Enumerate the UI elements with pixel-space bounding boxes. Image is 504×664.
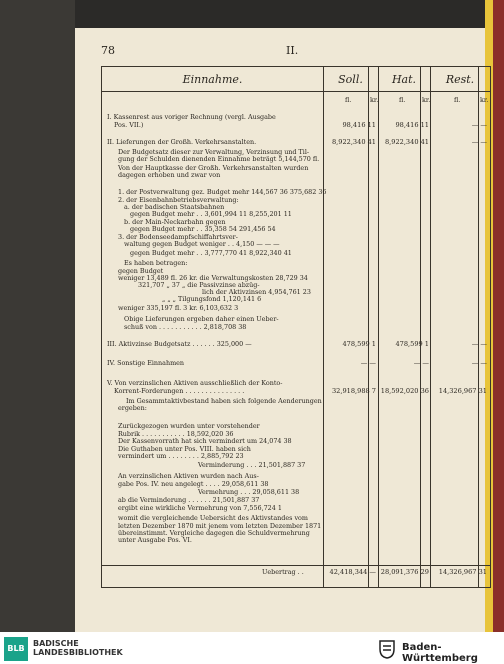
rest-value: — — <box>471 340 487 348</box>
header-soll: Soll. <box>338 73 363 86</box>
entry-text: letzten Dezember 1870 mit jenem vom letzten Dezember 1871 <box>118 522 322 530</box>
rest-value: 14,326,967 31 <box>438 568 487 576</box>
entry-text: 3. der Bodenseedampfschiffahrtsver- <box>118 233 238 241</box>
entry-text: übereinstimmt. Vergleiche dagegen die Schuldvermehrung <box>118 529 310 537</box>
entry-text: 1. der Postverwaltung gez. Budget mehr 144,567 36 375,682 36 <box>118 188 327 196</box>
entry-text: Zurückgezogen wurden unter vorstehender <box>118 422 260 430</box>
entry-text: weniger 335,197 fl. 3 kr. 6,103,632 3 <box>118 304 239 312</box>
header-rest: Rest. <box>445 73 475 86</box>
soll-value: 478,599 1 <box>342 340 376 348</box>
entry-text: waltung gegen Budget weniger . . 4,150 — — — <box>124 240 280 248</box>
entry-text: Rubrik . . . . . . . . . . . 18,592,020 36 <box>118 430 234 438</box>
entry-text: gegen Budget mehr . . 35,358 54 291,456 54 <box>130 225 276 233</box>
header-hat: Hat. <box>391 73 417 86</box>
entry-text: Der Kassenvorrath hat sich vermindert um 24,074 38 <box>118 437 292 445</box>
bw-lion-icon <box>378 637 396 659</box>
entry-text: IV. Sonstige Einnahmen <box>107 359 185 367</box>
entry-text: gabe Pos. IV. neu angelegt . . . . 29,058,611 38 <box>118 480 269 488</box>
entry-text: b. der Main-Neckarbahn gegen <box>124 218 226 226</box>
entry-text: Korrent-Forderungen . . . . . . . . . . . . . . . <box>114 387 245 395</box>
hat-value: 18,592,020 36 <box>380 387 429 395</box>
entry-text: gung der Schulden dienenden Einnahme beträgt 5,144,570 fl. <box>118 155 320 163</box>
entry-text: Vermehrung . . . 29,058,611 38 <box>198 488 300 496</box>
entry-text: weniger 13,489 fl. 26 kr. die Verwaltungskosten 28,729 34 <box>118 274 308 282</box>
soll-value: 8,922,340 41 <box>331 138 376 146</box>
entry-text: 2. der Eisenbahnbetriebsverwaltung: <box>118 196 239 204</box>
rest-value: 14,326,967 31 <box>438 387 487 395</box>
entry-text: Pos. VII.) <box>114 121 144 129</box>
entry-text: Es haben betragen: <box>124 259 188 267</box>
entry-text: ab die Verminderung . . . . . . 21,501,887 37 <box>118 496 260 504</box>
entry-text: Obige Lieferungen ergeben daher einen Ueber- <box>124 315 279 323</box>
entry-text: lich der Aktivzinsen 4,954,761 23 <box>202 288 311 296</box>
book-cover-edge <box>493 0 504 632</box>
header-rule <box>102 91 490 92</box>
book-left-edge <box>0 0 75 632</box>
hat-value: 8,922,340 41 <box>384 138 429 146</box>
entry-text: womit die vergleichende Uebersicht des Aktivstandes vom <box>118 514 308 522</box>
hat-value: 28,091,376 29 <box>380 568 429 576</box>
entry-text: Die Guthaben unter Pos. VIII. haben sich <box>118 445 251 453</box>
unit-kr: kr. <box>422 96 431 104</box>
entry-text: 321,707 „ 37 „ die Passivzinse abzüg- <box>138 281 260 289</box>
section-heading: II. <box>286 44 299 57</box>
rest-value: — — <box>471 138 487 146</box>
entry-text: V. Von verzinslichen Aktiven ausschließlich der Konto- <box>107 379 283 387</box>
ledger-table <box>101 66 491 588</box>
entry-text: gegen Budget mehr . . 3,777,770 41 8,922,340 41 <box>130 249 292 257</box>
entry-text: schuß von . . . . . . . . . . . 2,818,708 38 <box>124 323 247 331</box>
entry-text: Von der Hauptkasse der Großh. Verkehrsanstalten wurden <box>118 164 309 172</box>
entry-text: An verzinslichen Aktiven wurden nach Aus- <box>118 472 259 480</box>
carry-rule <box>102 565 490 566</box>
entry-text: unter Ausgabe Pos. VI. <box>118 536 192 544</box>
footer-bar <box>0 632 504 664</box>
unit-fl: fl. <box>399 96 406 104</box>
unit-fl: fl. <box>454 96 461 104</box>
entry-text: a. der badischen Staatsbahnen <box>124 203 225 211</box>
entry-text: dagegen erhoben und zwar von <box>118 171 221 179</box>
blb-line2: LANDESBIBLIOTHEK <box>33 648 123 657</box>
soll-value: 32,918,988 7 <box>331 387 376 395</box>
soll-value: 98,416 11 <box>342 121 376 129</box>
hat-value: — — <box>413 359 429 367</box>
entry-text: vermindert um . . . . . . . . 2,885,792 23 <box>118 452 244 460</box>
entry-text: Der Budgetsatz dieser zur Verwaltung, Verzinsung und Til- <box>118 148 310 156</box>
entry-text: I. Kassenrest aus voriger Rechnung (vergl. Ausgabe <box>107 113 276 121</box>
unit-kr: kr. <box>370 96 379 104</box>
entry-text: Verminderung . . . 21,501,887 37 <box>198 461 306 469</box>
page-number: 78 <box>101 44 115 57</box>
entry-text: gegen Budget <box>118 267 164 275</box>
entry-text: ergibt eine wirkliche Vermehrung von 7,556,724 1 <box>118 504 282 512</box>
blb-name <box>33 639 123 657</box>
unit-kr: kr. <box>480 96 489 104</box>
entry-text: Im Gesammtaktivbestand haben sich folgende Aenderungen <box>126 397 322 405</box>
soll-value: 42,418,344 — <box>329 568 376 576</box>
hat-value: 478,599 1 <box>395 340 429 348</box>
carry-label: Uebertrag . . <box>262 568 304 576</box>
blb-logo: BLB <box>4 637 28 661</box>
entry-text: II. Lieferungen der Großh. Verkehrsanstalten. <box>107 138 257 146</box>
blb-line1: BADISCHE <box>33 639 79 648</box>
entry-text: ergeben: <box>118 404 147 412</box>
rest-value: — — <box>471 121 487 129</box>
unit-fl: fl. <box>345 96 352 104</box>
header-einnahme: Einnahme. <box>182 73 243 86</box>
rest-value: — — <box>471 359 487 367</box>
soll-value: — — <box>360 359 376 367</box>
entry-text: gegen Budget mehr . . 3,601,994 11 8,255,201 11 <box>130 210 292 218</box>
entry-text: „ „ „ Tilgungsfond 1,120,141 6 <box>162 295 262 303</box>
bw-wordmark: Baden-Württemberg <box>402 642 478 664</box>
entry-text: III. Aktivzinse Budgetsatz . . . . . . 325,000 — <box>107 340 252 348</box>
hat-value: 98,416 11 <box>395 121 429 129</box>
